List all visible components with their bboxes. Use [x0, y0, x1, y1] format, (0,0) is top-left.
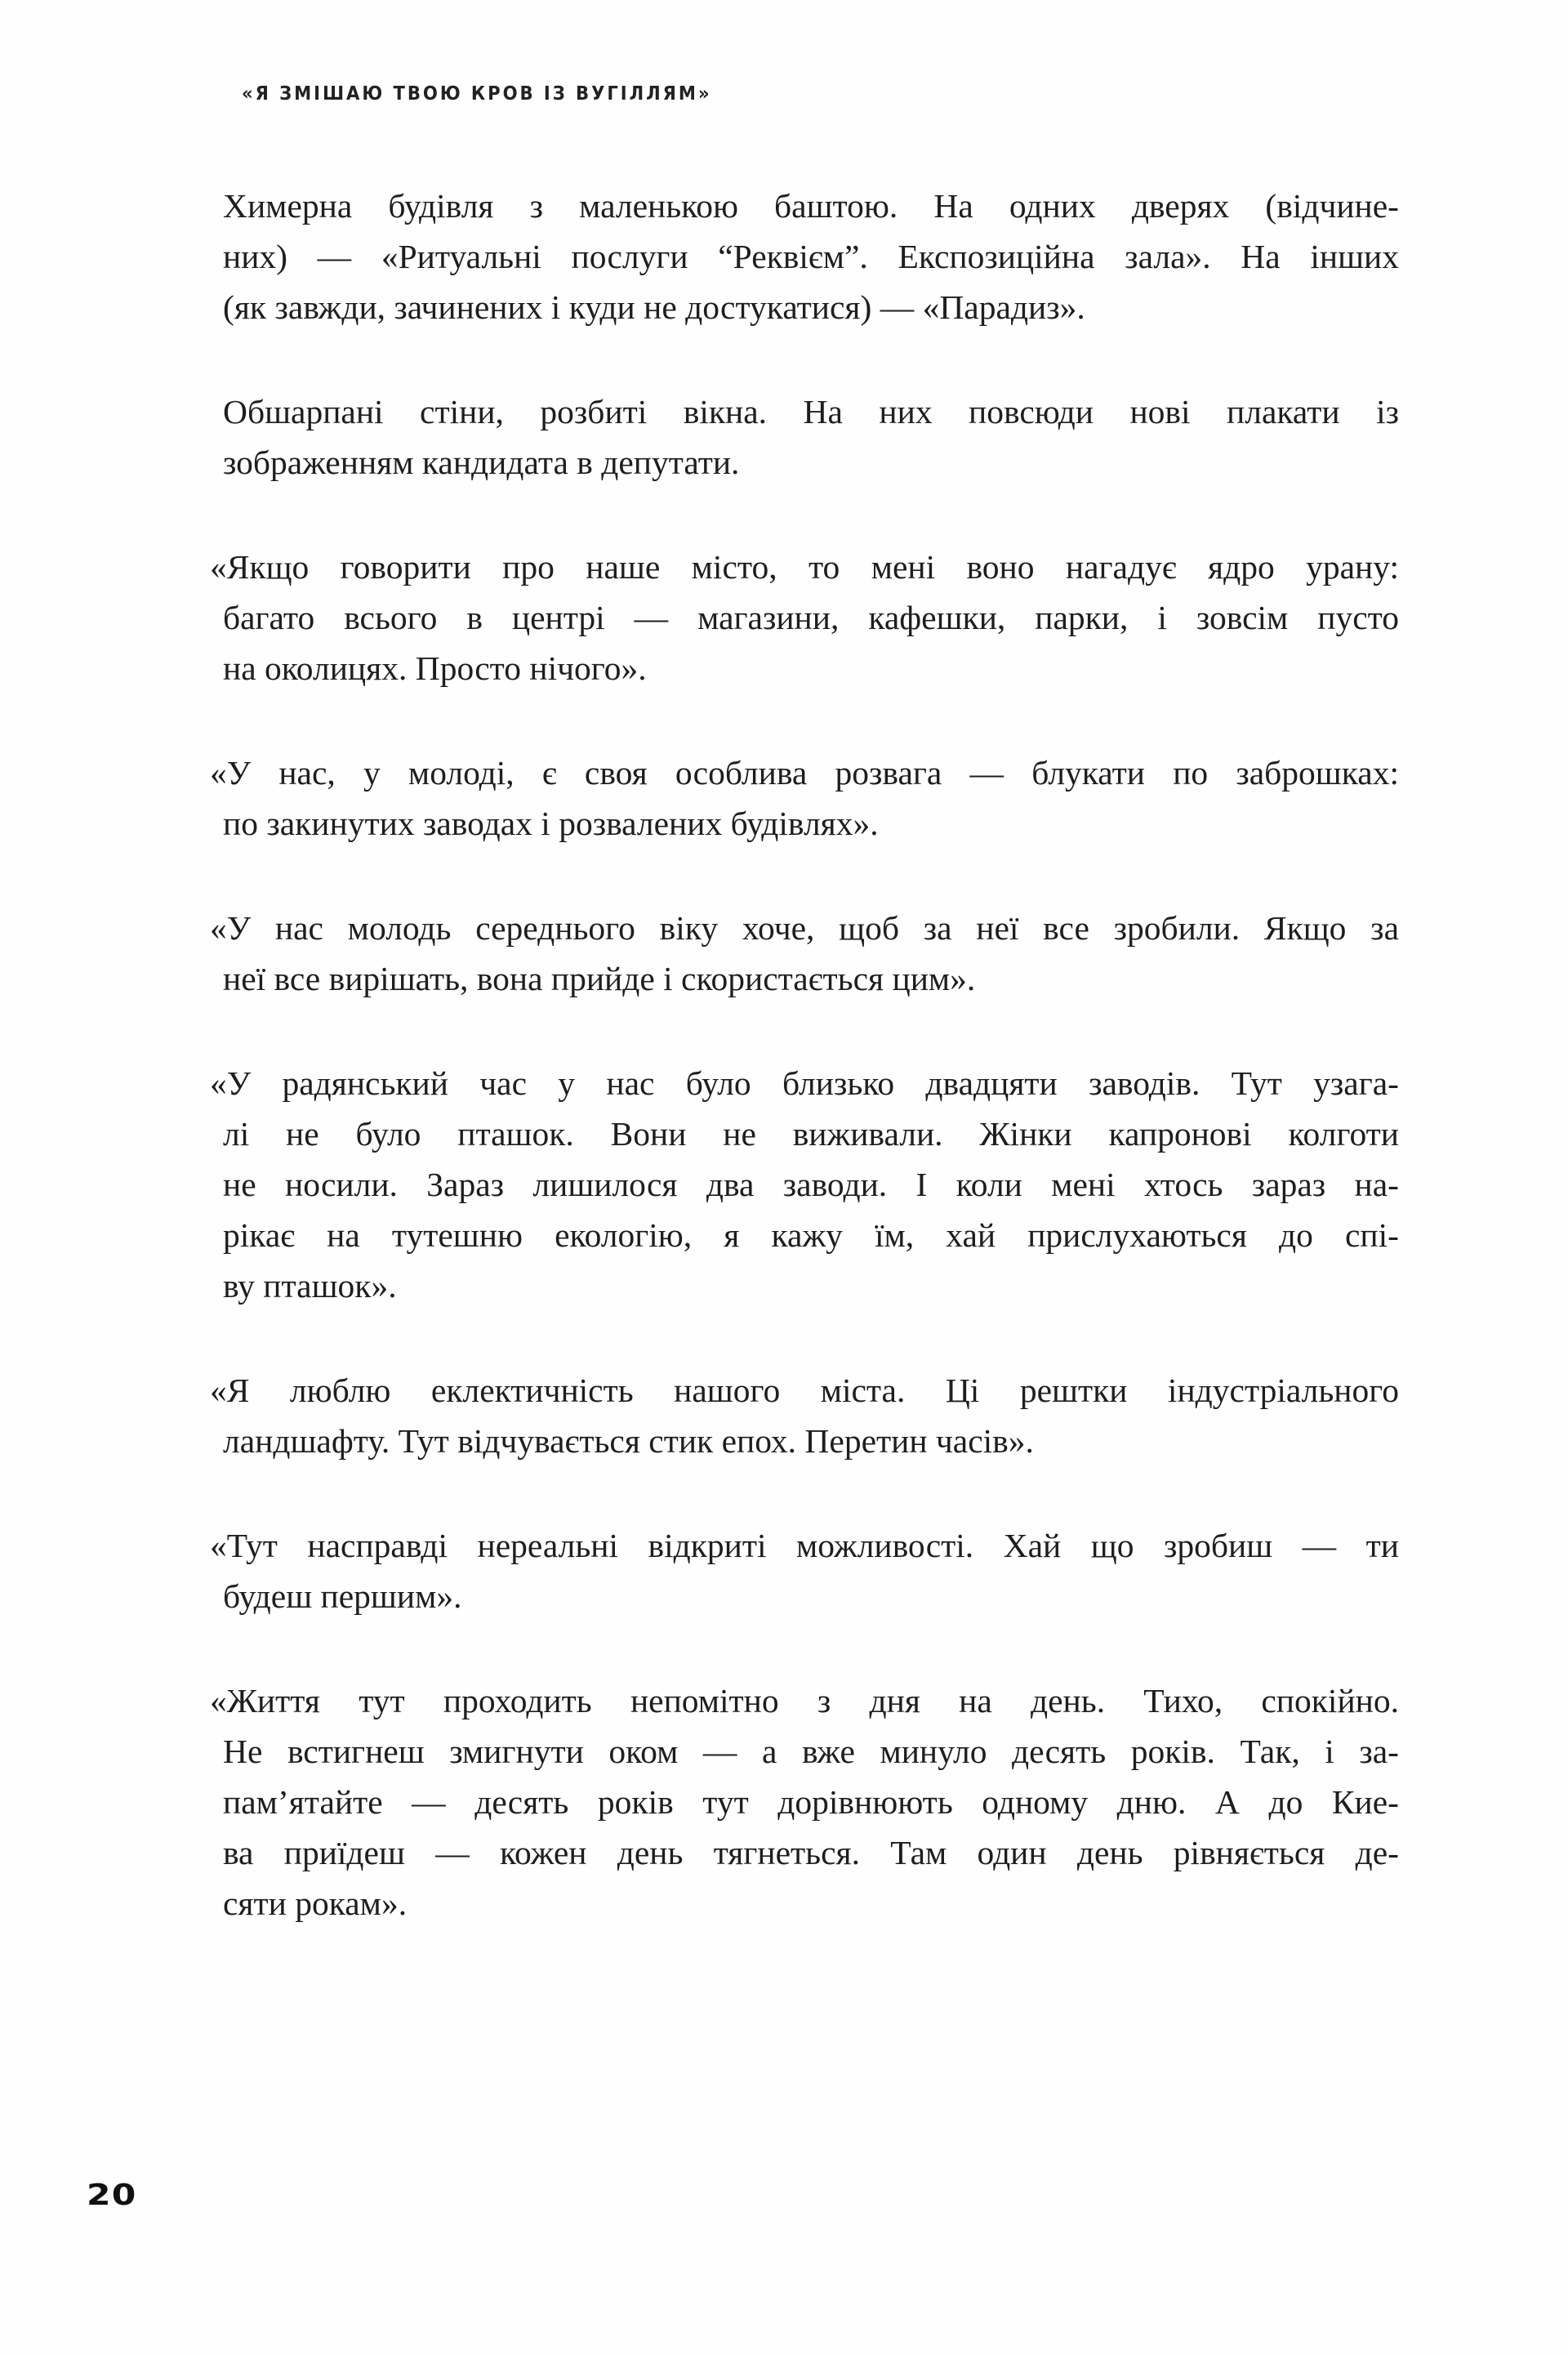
- text-line: ландшафту. Тут відчувається стик епох. Перетин часів».: [223, 1422, 1034, 1460]
- text-line: Не встигнеш змигнути оком — а вже минуло десять років. Так, і за-: [223, 1733, 1399, 1770]
- text-line: пам’ятайте — десять років тут дорівнюють одному дню. А до Кие-: [223, 1783, 1399, 1821]
- text-line: неї все вирішать, вона прийде і скористається цим».: [223, 960, 976, 997]
- text-line: будеш першим».: [223, 1577, 462, 1615]
- quote-uranium-core: [210, 542, 1399, 694]
- quote-eclecticism: [210, 1365, 1399, 1466]
- text-line: «У радянський час у нас було близько двадцяти заводів. Тут узага-: [210, 1064, 1399, 1102]
- text-line: «Я люблю еклектичність нашого міста. Ці рештки індустріального: [210, 1372, 1399, 1409]
- text-line: лі не було пташок. Вони не виживали. Жінки капронові колготи: [223, 1115, 1399, 1153]
- text-line: них) — «Ритуальні послуги “Реквієм”. Експозиційна зала». На інших: [223, 238, 1399, 275]
- paragraph-building-description: [223, 181, 1399, 332]
- text-line: Обшарпані стіни, розбиті вікна. На них повсюди нові плакати із: [223, 393, 1399, 430]
- text-line: зображенням кандидата в депутати.: [223, 444, 740, 481]
- text-line: «У нас, у молоді, є своя особлива розвага — блукати по заброшках:: [210, 754, 1399, 792]
- text-line: на околицях. Просто нічого».: [223, 649, 647, 687]
- text-line: рікає на тутешню екологію, я кажу їм, хай прислухаються до спі-: [223, 1216, 1399, 1254]
- quote-abandoned-places: [210, 747, 1399, 849]
- text-line: Химерна будівля з маленькою баштою. На одних дверях (відчине-: [223, 187, 1399, 225]
- quote-soviet-factories: [210, 1058, 1399, 1311]
- quote-time-passes: [210, 1675, 1399, 1929]
- running-head: «Я ЗМІШАЮ ТВОЮ КРОВ ІЗ ВУГІЛЛЯМ»: [242, 83, 712, 105]
- text-line: (як завжди, зачинених і куди не достукатися) — «Парадиз».: [223, 288, 1085, 326]
- text-line: «У нас молодь середнього віку хоче, щоб за неї все зробили. Якщо за: [210, 909, 1399, 947]
- quote-opportunities: [210, 1520, 1399, 1621]
- text-line: «Тут насправді нереальні відкриті можливості. Хай що зробиш — ти: [210, 1527, 1399, 1564]
- text-line: по закинутих заводах і розвалених будівлях».: [223, 805, 879, 842]
- text-line: сяти рокам».: [223, 1884, 408, 1922]
- body-text: [210, 181, 1399, 1983]
- text-line: «Життя тут проходить непомітно з дня на день. Тихо, спокійно.: [210, 1682, 1399, 1719]
- quote-middle-aged-youth: [210, 903, 1399, 1004]
- text-line: ву пташок».: [223, 1267, 397, 1305]
- text-line: багато всього в центрі — магазини, кафешки, парки, і зовсім пусто: [223, 599, 1399, 636]
- paragraph-shabby-walls: [223, 386, 1399, 488]
- text-line: «Якщо говорити про наше місто, то мені воно нагадує ядро урану:: [210, 548, 1399, 586]
- text-line: ва приїдеш — кожен день тягнеться. Там один день рівняється де-: [223, 1834, 1399, 1871]
- page-number: 20: [87, 2179, 137, 2212]
- text-line: не носили. Зараз лишилося два заводи. І коли мені хтось зараз на-: [223, 1166, 1399, 1203]
